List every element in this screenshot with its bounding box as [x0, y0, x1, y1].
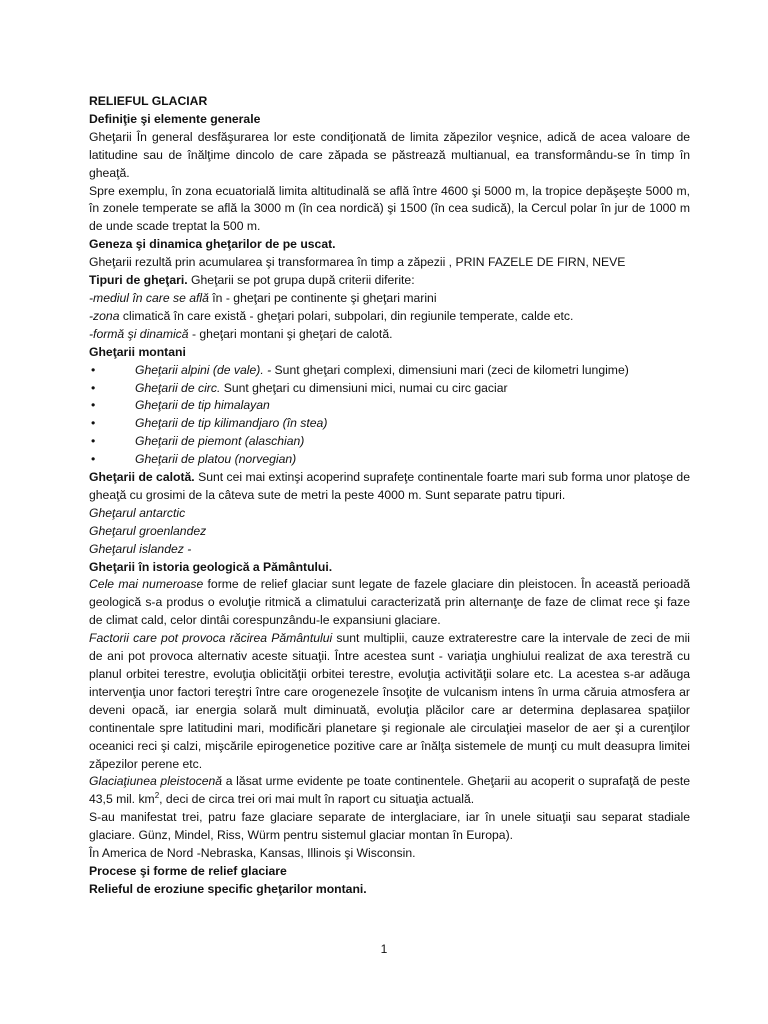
section-heading-geneza: Geneza şi dinamica gheţarilor de pe uscat.	[89, 237, 336, 252]
paragraph-geneza: Gheţarii rezultă prin acumularea şi transformarea în timp a zăpezii , PRIN FAZELE DE FIRN, NEVE	[89, 255, 626, 270]
list-item: • Gheţarii alpini (de vale). - Sunt gheţari complexi, dimensiuni mari (zeci de kilometri lungime)	[89, 362, 690, 380]
document-body	[89, 93, 690, 899]
criteriu-mediu: -mediul în care se află în - gheţari pe continente şi gheţari marini	[89, 290, 437, 305]
section-heading-definitie: Definiţie şi elemente generale	[89, 111, 261, 126]
section-heading-montani: Gheţarii montani	[89, 344, 186, 359]
document-title: RELIEFUL GLACIAR	[89, 94, 208, 108]
paragraph-tipuri: Tipuri de gheţari. Gheţarii se pot grupa după criterii diferite:	[89, 273, 415, 288]
paragraph-calota: Gheţarii de calotă. Sunt cei mai extinşi acoperind suprafeţe continentale foarte mari sub forma unor platoşe de gheaţă cu grosimi de la câteva sute de metri la peste 4000 m. Sunt separate patru tipuri.	[89, 470, 690, 502]
list-item: • Gheţarii de circ. Sunt gheţari cu dimensiuni mici, numai cu circ gaciar	[89, 380, 690, 398]
criteriu-forma: -formă şi dinamică - gheţari montani şi gheţari de calotă.	[89, 326, 393, 341]
paragraph-faze-glaciare: S-au manifestat trei, patru faze glaciare separate de interglaciare, iar în unele situaţii sau separat stadiale glaciare. Günz, Mindel, Riss, Würm pentru sistemul glaciar montan în Europa).	[89, 810, 690, 843]
paragraph-glaciatiunea: Glaciaţiunea pleistocenă a lăsat urme evidente pe toate continentele. Gheţarii au acoperit o suprafaţă de peste 43,5 mil. $km^2$, deci de circa trei ori mai mult în raport cu situaţia actuală.	[89, 774, 690, 807]
list-item: • Gheţarii de piemont (alaschian)	[89, 433, 690, 451]
paragraph-factori-racire: Factorii care pot provoca răcirea Pământului sunt multiplii, cauze extraterestre care la intervale de zeci de mii de ani pot provoca alternativ aceste situaţii. Între acestea sunt - variaţia unghiului realizat de axa terestră cu planul orbitei terestre, evoluţia oblicităţii orbitei terestre, evoluţia activităţii solare etc. La acestea s-ar adăuga intervenţia unor factori tereştri între care orogenezele însoţite de vulcanism intens în urma căruia atmosfera ar deveni opacă, iar energia solară mult diminuată, evoluţia plăcilor care ar determina deplasarea spaţiilor continentale spre latitudini mari, modificări planetare şi regionale ale circulaţiei maselor de aer şi a curenţilor oceanici reci şi calzi, mişcările epirogenetice pozitive care ar înălţa sistemele de munţi cu mult deasupra limitei zăpezilor perene etc.	[89, 631, 691, 771]
page-number: 1	[380, 942, 388, 956]
bullet-list-ghetari-montani	[89, 362, 690, 469]
criteriu-zona: -zona climatică în care există - gheţari polari, subpolari, din regiunile temperate, calde etc.	[89, 308, 574, 323]
calota-type-groenlandez: Gheţarul groenlandez	[89, 523, 207, 538]
paragraph-america-de-nord: În America de Nord -Nebraska, Kansas, Illinois şi Wisconsin.	[89, 846, 416, 861]
list-item: • Gheţarii de platou (norvegian)	[89, 451, 690, 469]
paragraph-limita-zapezilor: Spre exemplu, în zona ecuatorială limita altitudinală se află între 4600 şi 5000 m, la tropice depăşeşte 5000 m, în zonele temperate se află la 3000 m (în cea nordică) şi 1500 (în cea sudică), la Cercul polar în jur de 1000 m de unde scade treptat la 500 m.	[89, 183, 690, 234]
list-item: • Gheţarii de tip himalayan	[89, 397, 690, 415]
list-item: • Gheţarii de tip kilimandjaro (în stea)	[89, 415, 690, 433]
paragraph-pleistocen: Cele mai numeroase forme de relief glaciar sunt legate de fazele glaciare din pleistocen. În această perioadă geologică s-a produs o evoluţie ritmică a climatului caracterizată prin alternanţe de faze de climat rece şi faze de climat cald, celor dintâi corespunzându-le expansiuni glaciare.	[89, 577, 691, 628]
paragraph-ghetarii-intro: Gheţarii În general desfăşurarea lor este condiţionată de limita zăpezilor veşnice, adică de acea valoare de latitudine sau de înălţime dincolo de care zăpada se păstrează multianual, ea transformându-se în timp în gheaţă.	[89, 129, 690, 180]
section-heading-istoria-geologica: Gheţarii în istoria geologică a Pământului.	[89, 559, 333, 574]
section-heading-relieful-eroziune: Relieful de eroziune specific gheţarilor montani.	[89, 881, 367, 896]
calota-type-antarctic: Gheţarul antarctic	[89, 505, 186, 520]
calota-type-islandez: Gheţarul islandez -	[89, 541, 192, 556]
section-heading-procese: Procese şi forme de relief glaciare	[89, 863, 287, 878]
